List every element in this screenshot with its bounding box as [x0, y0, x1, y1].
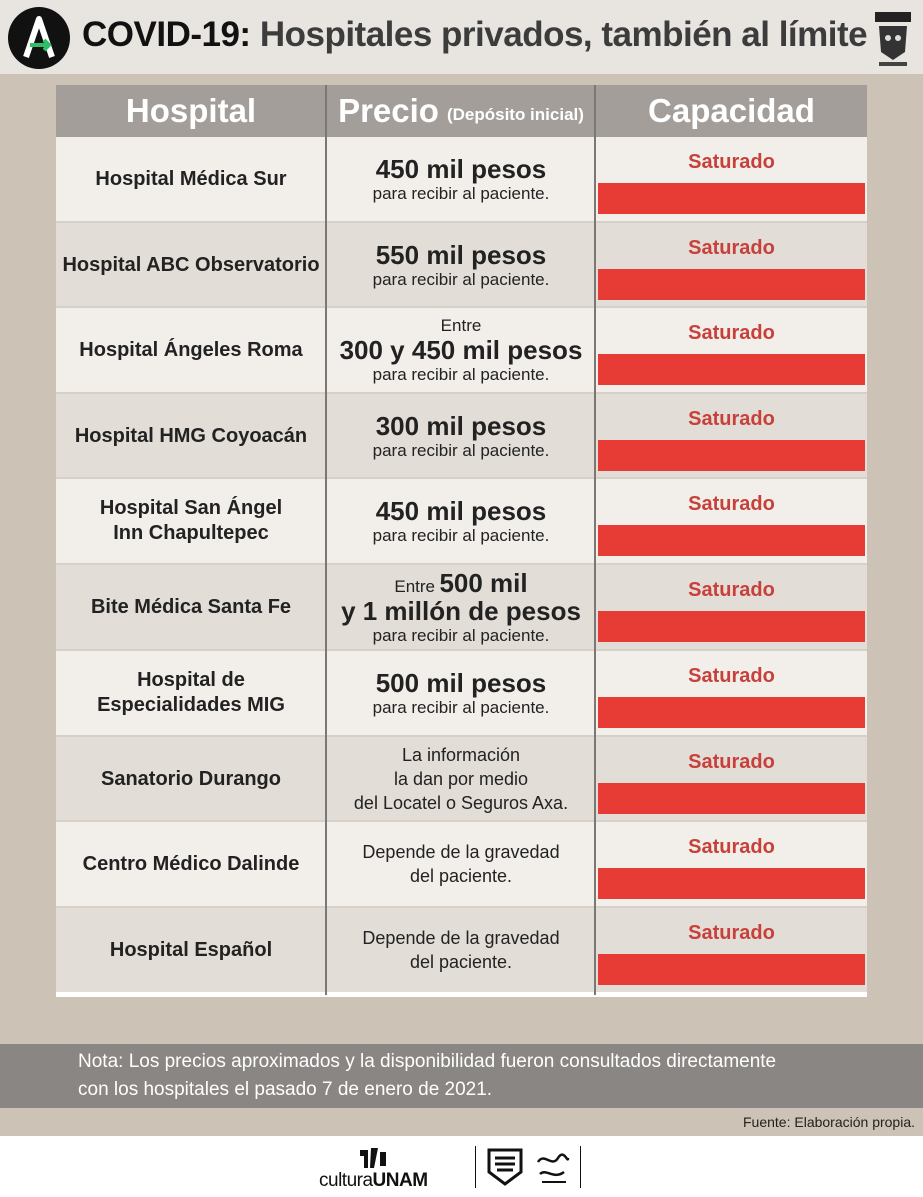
unam-seal-icon [485, 1146, 525, 1188]
info-line: Depende de la gravedad [362, 842, 560, 862]
header-capacidad: Capacidad [648, 92, 815, 129]
price-sub: para recibir al paciente. [372, 365, 550, 384]
table-row [56, 565, 867, 649]
row-divider [56, 563, 867, 565]
price-cell [327, 737, 595, 821]
table-row [56, 822, 867, 906]
price-amount: 500 mil pesos [375, 667, 547, 698]
source-text: Fuente: Elaboración propia. [743, 1114, 915, 1130]
row-divider [56, 649, 867, 651]
table-row [56, 137, 867, 221]
note-line-2: con los hospitales el pasado 7 de enero de 2021. [78, 1079, 493, 1100]
price-cell [327, 822, 595, 906]
row-divider [56, 221, 867, 223]
status-label: Saturado [688, 836, 775, 858]
column-divider [594, 85, 596, 995]
header-hospital: Hospital [125, 92, 257, 129]
price-pre: Entre [440, 316, 482, 335]
note-line-1: Nota: Los precios aproximados y la disponibilidad fueron consultados directamente [78, 1051, 777, 1072]
header-precio-label: Precio [338, 92, 439, 129]
price-cell [327, 137, 595, 221]
status-bar [598, 868, 865, 899]
hospital-table [56, 85, 867, 997]
status-bar [598, 954, 865, 985]
info-line: del paciente. [409, 866, 513, 886]
hospital-name: Hospital Ángeles Roma [56, 308, 326, 392]
status-label: Saturado [688, 922, 775, 944]
status-bar [598, 611, 865, 642]
price-cell [327, 479, 595, 563]
capacity-cell [596, 908, 867, 992]
row-divider [56, 735, 867, 737]
price-cell [327, 651, 595, 735]
price-amount: 550 mil pesos [375, 239, 547, 270]
status-label: Saturado [688, 151, 775, 173]
table-row [56, 479, 867, 563]
hospital-name: Hospital de Especialidades MIG [56, 651, 326, 735]
table-row [56, 223, 867, 307]
status-label: Saturado [688, 237, 775, 259]
price-sub: para recibir al paciente. [372, 697, 550, 717]
table-row [56, 651, 867, 735]
footer-divider [475, 1146, 476, 1188]
hospital-name: Hospital Español [56, 908, 326, 992]
info-line: La información [401, 745, 521, 765]
table-header [56, 85, 867, 137]
price-amount: 300 mil pesos [375, 410, 547, 441]
row-divider [56, 392, 867, 394]
info-line: Depende de la gravedad [362, 928, 560, 948]
capacity-cell [596, 479, 867, 563]
hospital-name: Hospital ABC Observatorio [56, 223, 326, 307]
footer-divider [580, 1146, 581, 1188]
cultura-unam-wordmark [319, 1170, 428, 1192]
price-sub: para recibir al paciente. [372, 440, 550, 460]
header-bar [0, 0, 923, 74]
hospital-name: Sanatorio Durango [56, 737, 326, 821]
capacity-cell [596, 394, 867, 478]
price-cell [327, 394, 595, 478]
title-main: COVID-19: [82, 15, 251, 54]
status-label: Saturado [688, 665, 775, 687]
price-sub: para recibir al paciente. [372, 269, 550, 289]
capacity-cell [596, 822, 867, 906]
cultura-text: cultura [319, 1170, 373, 1191]
status-label: Saturado [688, 322, 775, 344]
footer-bar [0, 1136, 923, 1197]
price-sub: para recibir al paciente. [372, 525, 550, 545]
capacity-cell [596, 737, 867, 821]
hospital-name: Hospital San Ángel Inn Chapultepec [56, 479, 326, 563]
status-bar [598, 697, 865, 728]
puma-badge-icon [873, 6, 913, 68]
status-label: Saturado [688, 751, 775, 773]
price-amount: 450 mil pesos [375, 153, 547, 184]
title-rest: Hospitales privados, también al límite [250, 15, 868, 54]
column-divider [325, 85, 327, 995]
row-divider [56, 820, 867, 822]
hospital-name: Centro Médico Dalinde [56, 822, 326, 906]
price-amount: 450 mil pesos [375, 495, 547, 526]
a-arrow-logo-icon [8, 7, 70, 69]
table-row [56, 908, 867, 992]
price-cell [327, 223, 595, 307]
status-label: Saturado [688, 408, 775, 430]
capacity-cell [596, 137, 867, 221]
price-cell [327, 565, 595, 649]
header-precio [327, 85, 595, 137]
row-divider [56, 477, 867, 479]
row-divider [56, 906, 867, 908]
status-bar [598, 525, 865, 556]
price-amount-2: y 1 millón de pesos [341, 595, 581, 626]
header-precio-sub: (Depósito inicial) [446, 105, 584, 124]
capacity-cell [596, 308, 867, 392]
capacity-cell [596, 565, 867, 649]
price-sub: para recibir al paciente. [372, 625, 550, 645]
info-line: del paciente. [409, 952, 513, 972]
info-line: la dan por medio [393, 769, 529, 789]
status-label: Saturado [688, 579, 775, 601]
unam-text: UNAM [372, 1170, 428, 1191]
info-line: del Locatel o Seguros Axa. [353, 793, 569, 813]
table-row [56, 308, 867, 392]
signature-logo-icon [534, 1148, 572, 1188]
price-cell [327, 308, 595, 392]
note-box [0, 1044, 923, 1108]
hospital-name: Hospital HMG Coyoacán [56, 394, 326, 478]
status-bar [598, 354, 865, 385]
capacity-cell [596, 223, 867, 307]
capacity-cell [596, 651, 867, 735]
hospital-name: Hospital Médica Sur [56, 137, 326, 221]
price-cell [327, 908, 595, 992]
price-first-line [394, 569, 527, 597]
row-divider [56, 306, 867, 308]
status-bar [598, 783, 865, 814]
price-amount: 300 y 450 mil pesos [339, 335, 583, 365]
table-row [56, 394, 867, 478]
status-bar [598, 440, 865, 471]
table-row [56, 737, 867, 821]
page-title [82, 15, 867, 55]
status-label: Saturado [688, 493, 775, 515]
price-amount: 500 mil [439, 567, 528, 598]
hospital-name: Bite Médica Santa Fe [56, 565, 326, 649]
price-pre: Entre [394, 576, 435, 596]
status-bar [598, 269, 865, 300]
status-bar [598, 183, 865, 214]
price-sub: para recibir al paciente. [372, 183, 550, 203]
